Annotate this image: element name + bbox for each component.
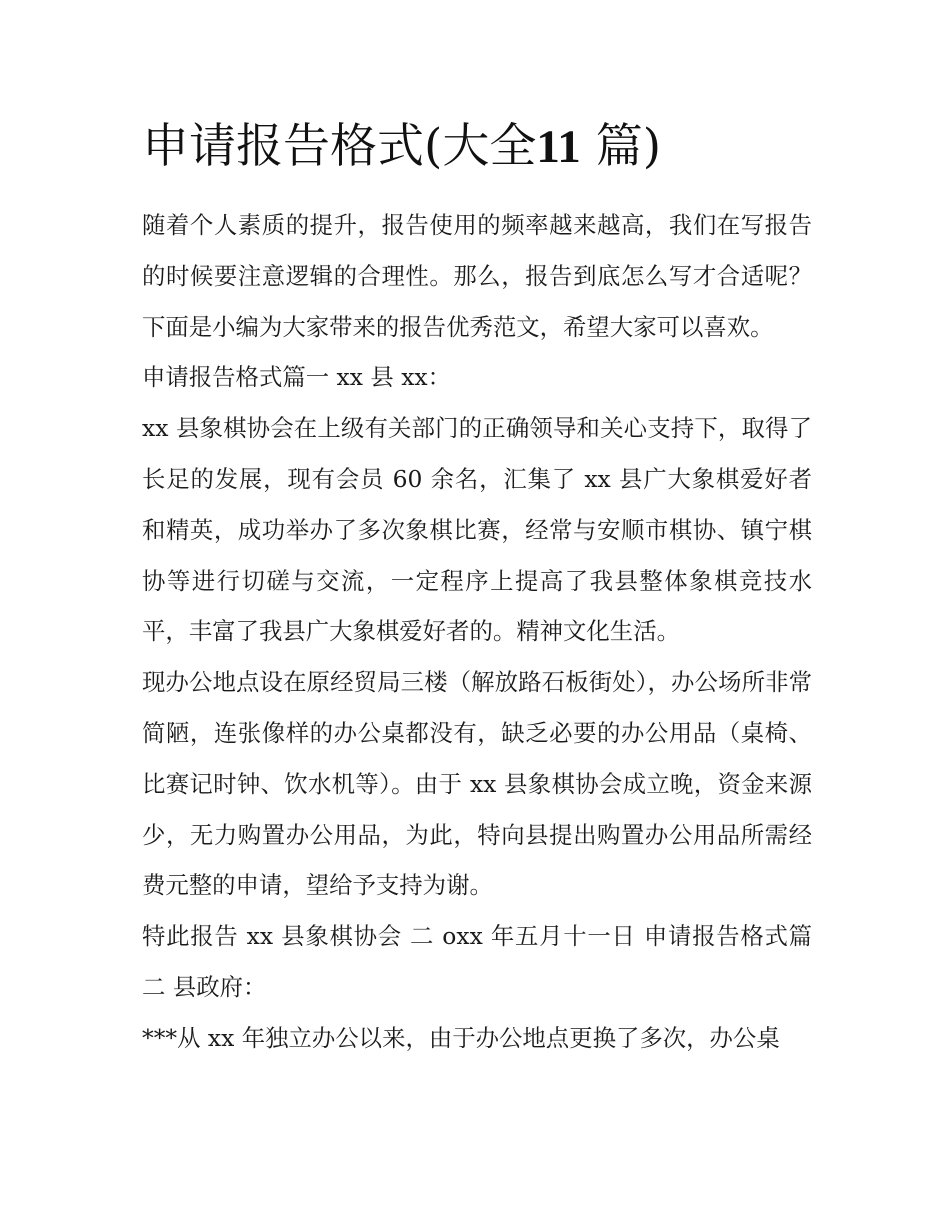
title-prefix: 申请报告格式(大全 [142, 119, 537, 174]
title-suffix: 篇) [580, 119, 662, 174]
body-paragraph: xx 县象棋协会在上级有关部门的正确领导和关心支持下，取得了长足的发展，现有会员 60 余名，汇集了 xx 县广大象棋爱好者和精英，成功举办了多次象棋比赛，经常与安顺市棋协、镇宁棋协等进行切磋与交流，一定程序上提高了我县整体象棋竞技水平，丰富了我县广大象棋爱好者的。精神文化生活。 [142, 414, 812, 646]
body-paragraph: 现办公地点设在原经贸局三楼（解放路石板街处），办公场所非常简陋，连张像样的办公桌都没有，缺乏必要的办公用品（桌椅、比赛记时钟、饮水机等）。由于 xx 县象棋协会成立晚，资金来源少，无力购置办公用品，为此，特向县提出购置办公用品所需经费元整的申请，望给予支持为谢。 [142, 668, 812, 900]
document-title [142, 112, 661, 182]
title-number: 11 [536, 121, 581, 173]
intro-paragraph: 随着个人素质的提升，报告使用的频率越来越高，我们在写报告的时候要注意逻辑的合理性。那么，报告到底怎么写才合适呢？下面是小编为大家带来的报告优秀范文，希望大家可以喜欢。 [142, 211, 812, 341]
document-body [142, 200, 812, 1064]
section-one-heading: 申请报告格式篇一 xx 县 xx： [142, 363, 451, 392]
body-paragraph: ***从 xx 年独立办公以来，由于办公地点更换了多次，办公桌 [142, 1023, 780, 1052]
closing-paragraph: 特此报告 xx 县象棋协会 二 oxx 年五月十一日 申请报告格式篇二 县政府： [142, 922, 812, 1001]
